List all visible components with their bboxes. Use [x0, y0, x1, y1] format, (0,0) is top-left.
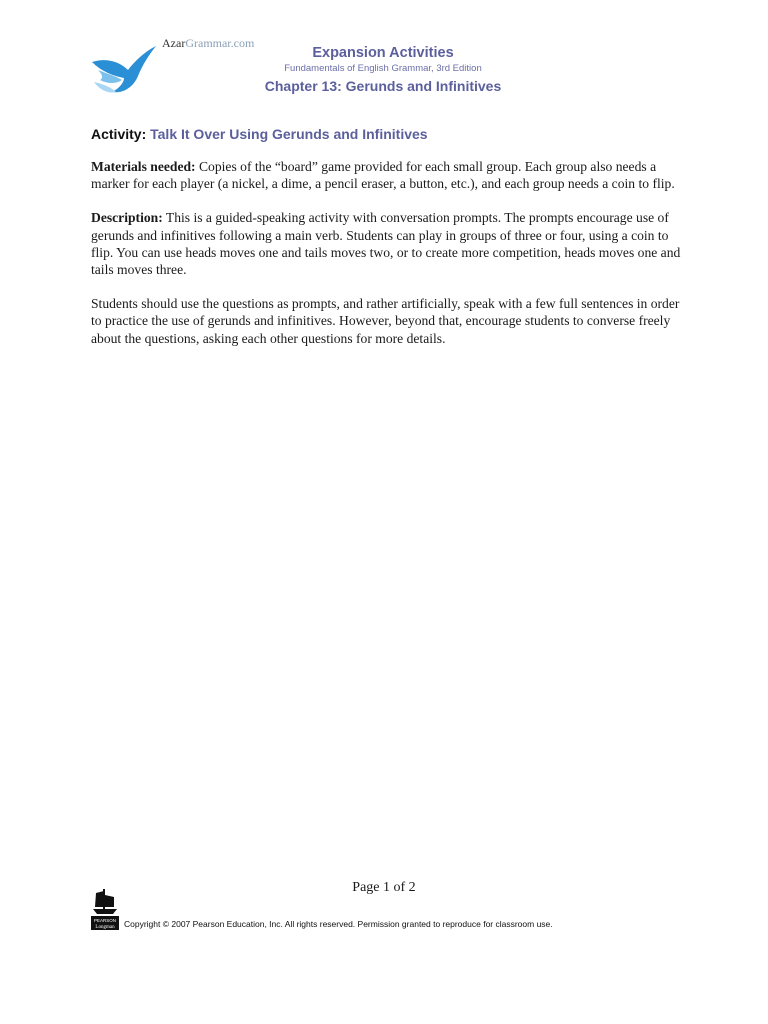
- description-paragraph: [91, 209, 681, 278]
- logo-brand-light: Grammar.com: [185, 36, 255, 50]
- header-subtitle: Fundamentals of English Grammar, 3rd Edition: [284, 63, 482, 74]
- copyright-notice: Copyright © 2007 Pearson Education, Inc. All rights reserved. Permission granted to reproduce for classroom use.: [124, 919, 553, 929]
- page-number: Page 1 of 2: [352, 880, 416, 895]
- activity-heading: [91, 124, 681, 144]
- activity-name: Talk It Over Using Gerunds and Infinitives: [150, 126, 428, 142]
- swallow-bird-icon: [90, 40, 160, 98]
- materials-label: Materials needed:: [91, 159, 196, 174]
- longman-text: Longman: [95, 925, 115, 930]
- students-text: Students should use the questions as prompts, and rather artificially, speak with a few full sentences in order to practice the use of gerunds and infinitives. However, beyond that, encourage students to converse freely about the questions, asking each other questions for more details.: [91, 296, 680, 346]
- students-paragraph: [91, 295, 681, 347]
- document-body: [91, 124, 681, 364]
- materials-paragraph: [91, 158, 681, 192]
- description-label: Description:: [91, 210, 163, 226]
- header-chapter: Chapter 13: Gerunds and Infinitives: [264, 78, 502, 94]
- document-header: [230, 44, 536, 96]
- header-title: Expansion Activities: [312, 45, 454, 61]
- pearson-ship-icon: [90, 887, 120, 931]
- logo-brand-dark: Azar: [162, 36, 186, 50]
- pearson-longman-logo: [90, 887, 120, 931]
- description-text: This is a guided-speaking activity with conversation prompts. The prompts encourage use of gerunds and infinitives following a main verb. Students can play in groups of three or four, using a coin to flip. You can use heads moves one and tails moves two, or to create more competition, heads moves one and tails moves three.: [91, 210, 681, 278]
- activity-label: Activity:: [91, 126, 147, 142]
- materials-text: Copies of the “board” game provided for each small group. Each group also needs a marker for each player (a nickel, a dime, a pencil eraser, a button, etc.), and each group needs a coin to flip.: [91, 159, 675, 192]
- pearson-text: PEARSON: [93, 918, 117, 923]
